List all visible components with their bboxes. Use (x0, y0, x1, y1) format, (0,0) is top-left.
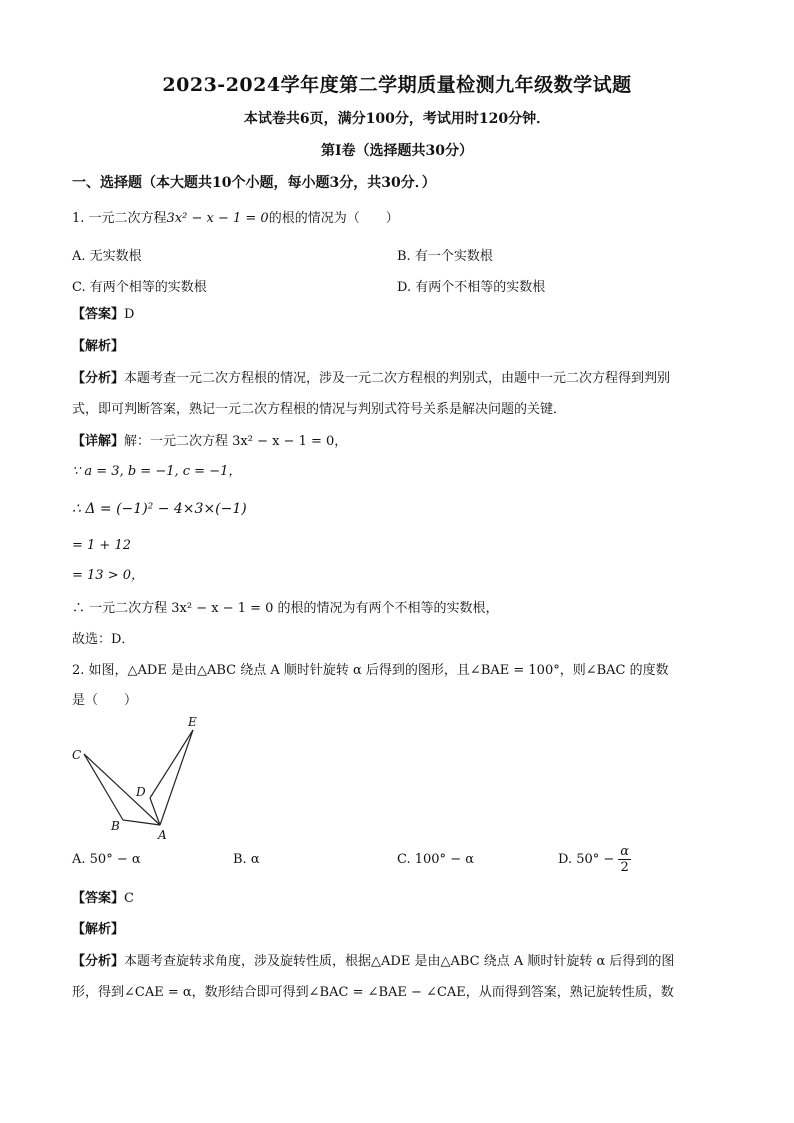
segment-cb (84, 754, 123, 820)
q2-fenxi-line2: 形，得到∠CAE = α，数形结合即可得到∠BAC = ∠BAE − ∠CAE，从而得到答案，熟记旋转性质，数 (72, 985, 674, 1000)
q1-option-c: C. 有两个相等的实数根 (72, 280, 207, 295)
q1-stem (72, 210, 399, 228)
rotation-figure (66, 712, 206, 842)
part-heading: 第I卷（选择题共30分） (320, 143, 474, 159)
q1-stem-b: 的根的情况为（ ） (268, 211, 399, 226)
section-heading: 一、选择题（本大题共10个小题，每小题3分，共30分．） (72, 175, 436, 191)
page-subtitle: 本试卷共6页，满分100分，考试用时120分钟． (243, 111, 551, 127)
q1-detail-text1: 解：一元二次方程 3x² − x − 1 = 0， (124, 434, 348, 449)
q1-detail-line7: 故选：D． (72, 632, 135, 647)
q1-option-b: B. 有一个实数根 (397, 249, 493, 264)
q2-fenxi-text1: 本题考查旋转求角度，涉及旋转性质，根据△ADE 是由△ABC 绕点 A 顺时针旋转 α 后得到的图 (124, 954, 675, 969)
q1-detail-line2: ∵ a = 3, b = −1, c = −1， (72, 464, 242, 479)
q2-answer (72, 890, 134, 908)
q1-analysis-tag: 【解析】 (72, 339, 125, 354)
q2-option-a: A. 50° − α (72, 852, 141, 867)
q2-answer-value: C (124, 891, 134, 906)
q1-answer (72, 306, 134, 324)
segment-de (150, 730, 193, 798)
q2-fenxi-line1 (72, 953, 674, 971)
q2-fenxi-tag: 【分析】 (72, 954, 125, 969)
q1-detail-line1 (72, 433, 347, 451)
q2-stem-line2: 是（ ） (72, 693, 138, 708)
q1-detail-line6: ∴ 一元二次方程 3x² − x − 1 = 0 的根的情况为有两个不相等的实数根， (72, 601, 499, 616)
q1-detail-line5: = 13 > 0， (72, 568, 144, 583)
q2-option-d-denominator: 2 (620, 860, 629, 875)
q1-equation: 3x² − x − 1 = 0 (166, 211, 269, 226)
q2-option-d (558, 844, 631, 875)
q1-answer-tag: 【答案】 (72, 307, 125, 322)
q2-option-b: B. α (233, 852, 260, 867)
q2-stem-line1: 2. 如图，△ADE 是由△ABC 绕点 A 顺时针旋转 α 后得到的图形，且∠BAE = 100°，则∠BAC 的度数 (72, 663, 669, 678)
label-c: C (72, 748, 82, 762)
q1-fenxi-line2: 式，即可判断答案，熟记一元二次方程根的情况与判别式符号关系是解决问题的关键． (72, 402, 567, 417)
q1-detail-line3: ∴ Δ = (−1)² − 4×3×(−1) (72, 501, 247, 517)
q1-stem-a: 1. 一元二次方程 (72, 211, 167, 226)
q2-option-d-prefix: D. 50° − (558, 852, 615, 867)
page-title: 2023-2024学年度第二学期质量检测九年级数学试题 (162, 74, 632, 96)
q2-option-d-numerator: α (620, 844, 630, 859)
label-b: B (111, 819, 120, 833)
q1-answer-value: D (124, 307, 135, 322)
segment-ba (123, 820, 160, 825)
q2-answer-tag: 【答案】 (72, 891, 125, 906)
q2-analysis-tag: 【解析】 (72, 922, 125, 937)
q1-detail-line4: = 1 + 12 (72, 538, 131, 553)
segment-ca (84, 754, 160, 825)
q2-option-d-fraction (618, 844, 631, 875)
q1-option-d: D. 有两个不相等的实数根 (397, 280, 546, 295)
label-e: E (188, 715, 197, 729)
label-d: D (136, 785, 146, 799)
q1-fenxi-line1 (72, 370, 670, 388)
q1-fenxi-tag: 【分析】 (72, 371, 125, 386)
label-a: A (158, 828, 167, 842)
segment-ae (160, 730, 193, 825)
q1-option-a: A. 无实数根 (72, 249, 142, 264)
q1-fenxi-text1: 本题考查一元二次方程根的情况，涉及一元二次方程根的判别式，由题中一元二次方程得到判别 (124, 371, 671, 386)
q2-option-c: C. 100° − α (397, 852, 474, 867)
q1-detail-tag: 【详解】 (72, 434, 125, 449)
